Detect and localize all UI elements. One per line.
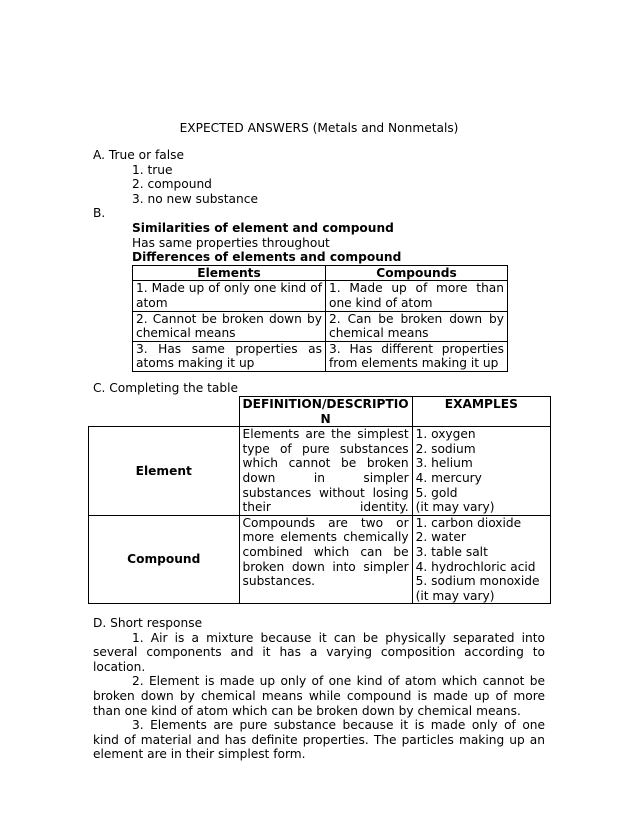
row-label-compound: Compound — [89, 515, 240, 604]
example-item: 1. carbon dioxide — [415, 515, 522, 530]
example-item: 2. sodium — [415, 441, 476, 456]
table-row — [133, 341, 508, 371]
response-paragraph: 2. Element is made up only of one kind of atom which cannot be broken down by chemical means while compound is made up of more than one kind of atom which can be broken down by chemical means. — [93, 674, 545, 718]
similarities-text: Has same properties throughout — [132, 235, 330, 250]
page-title: EXPECTED ANSWERS (Metals and Nonmetals) — [179, 121, 459, 135]
section-a-item: 3. no new substance — [132, 191, 258, 206]
section-c-heading: C. Completing the table — [93, 381, 238, 395]
table-header-examples: EXAMPLES — [412, 397, 550, 427]
example-item: 4. mercury — [415, 470, 482, 485]
table-cell: 1. Made up of only one kind of atom — [133, 281, 326, 311]
example-item: 3. helium — [415, 456, 473, 471]
section-a-heading: A. True or false — [93, 148, 184, 162]
differences-table — [132, 265, 508, 372]
table-cell: 2. Cannot be broken down by chemical means — [133, 311, 326, 341]
table-header-row — [89, 397, 551, 427]
table-row — [133, 281, 508, 311]
example-item: 3. table salt — [415, 544, 488, 559]
table-row — [89, 515, 551, 604]
table-cell: 3. Has different properties from elements making it up — [326, 341, 508, 371]
completing-table — [88, 396, 551, 604]
examples-cell — [412, 427, 550, 516]
section-a — [93, 148, 553, 206]
example-item: (it may vary) — [415, 500, 495, 515]
table-row — [89, 427, 551, 516]
empty-corner-cell — [89, 397, 240, 427]
definition-cell: Compounds are two or more elements chemically combined which can be broken down into simpler substances. — [239, 515, 412, 604]
section-b-heading: B. — [93, 206, 106, 220]
differences-heading: Differences of elements and compound — [132, 250, 402, 265]
example-item: 1. oxygen — [415, 427, 476, 442]
table-header-row — [133, 265, 508, 281]
table-row — [133, 311, 508, 341]
table-header-compounds: Compounds — [326, 265, 508, 281]
section-d-heading: D. Short response — [93, 616, 203, 630]
example-item: 4. hydrochloric acid — [415, 559, 536, 574]
similarities-heading: Similarities of element and compound — [132, 221, 394, 235]
example-item: 5. sodium monoxide — [415, 574, 540, 589]
section-d — [93, 616, 545, 762]
section-a-item: 2. compound — [132, 177, 212, 192]
row-label-element: Element — [89, 427, 240, 516]
definition-cell: Elements are the simplest type of pure substances which cannot be broken down in simpler substances without losing their identity. — [239, 427, 412, 516]
section-a-item: 1. true — [132, 162, 173, 177]
table-cell: 2. Can be broken down by chemical means — [326, 311, 508, 341]
table-header-elements: Elements — [133, 265, 326, 281]
section-b — [132, 221, 512, 372]
table-cell: 3. Has same properties as atoms making it up — [133, 341, 326, 371]
response-paragraph: 3. Elements are pure substance because it is made only of one kind of material and has definite properties. The particles making up an element are in their simplest form. — [93, 718, 545, 762]
example-item: (it may vary) — [415, 588, 495, 603]
table-cell: 1. Made up of more than one kind of atom — [326, 281, 508, 311]
table-header-definition: DEFINITION/DESCRIPTIO N — [239, 397, 412, 427]
example-item: 2. water — [415, 530, 466, 545]
example-item: 5. gold — [415, 485, 458, 500]
examples-cell — [412, 515, 550, 604]
response-paragraph: 1. Air is a mixture because it can be physically separated into several components and it has a varying composition according to location. — [93, 630, 545, 674]
